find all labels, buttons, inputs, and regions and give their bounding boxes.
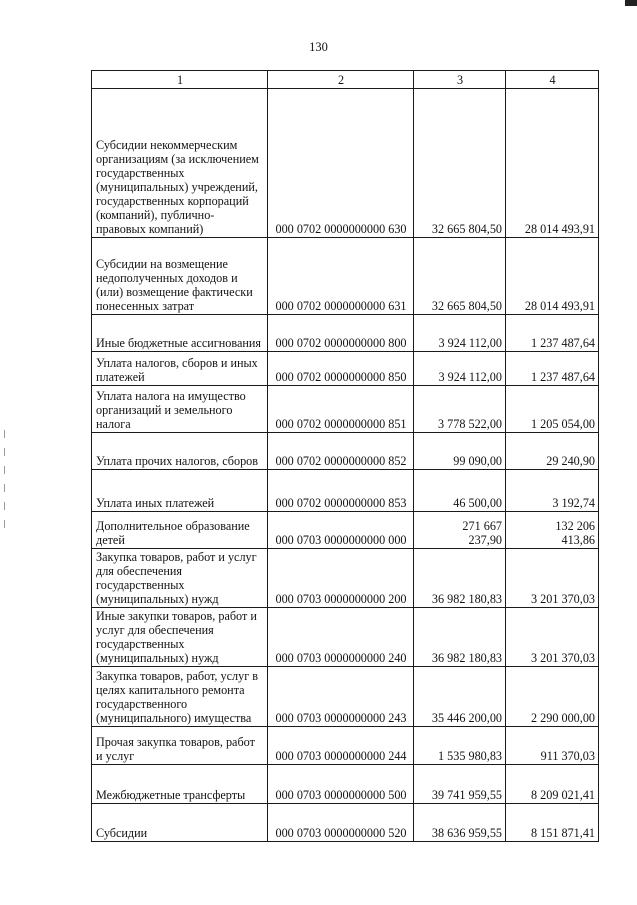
table-row — [92, 238, 599, 315]
table-row — [92, 315, 599, 352]
row-value-col4: 3 201 370,03 — [506, 549, 599, 608]
row-value-col3: 36 982 180,83 — [414, 549, 506, 608]
row-value-col3: 99 090,00 — [414, 433, 506, 470]
row-code: 000 0702 0000000000 631 — [268, 238, 414, 315]
row-value-col4: 3 192,74 — [506, 470, 599, 512]
row-code: 000 0702 0000000000 630 — [268, 89, 414, 238]
row-value-col3: 3 778 522,00 — [414, 386, 506, 433]
row-code: 000 0703 0000000000 500 — [268, 765, 414, 804]
row-code: 000 0703 0000000000 520 — [268, 804, 414, 842]
row-name: Уплата иных платежей — [92, 470, 268, 512]
row-code: 000 0702 0000000000 850 — [268, 352, 414, 386]
table-row — [92, 727, 599, 765]
page-number: 130 — [309, 40, 328, 54]
table-row — [92, 608, 599, 667]
table-row — [92, 804, 599, 842]
table-row — [92, 470, 599, 512]
row-value-col3: 271 667 237,90 — [414, 512, 506, 549]
row-value-col4: 28 014 493,91 — [506, 238, 599, 315]
row-name: Субсидии на возмещение недополученных доходов и (или) возмещение фактически понесенных затрат — [92, 238, 268, 315]
table-row — [92, 765, 599, 804]
row-value-col4: 1 237 487,64 — [506, 352, 599, 386]
row-name: Уплата налога на имущество организаций и земельного налога — [92, 386, 268, 433]
row-value-col4: 3 201 370,03 — [506, 608, 599, 667]
table-row — [92, 512, 599, 549]
row-name: Иные бюджетные ассигнования — [92, 315, 268, 352]
row-code: 000 0703 0000000000 243 — [268, 667, 414, 727]
row-value-col3: 1 535 980,83 — [414, 727, 506, 765]
row-code: 000 0702 0000000000 851 — [268, 386, 414, 433]
column-header: 4 — [506, 71, 599, 89]
table-row — [92, 549, 599, 608]
table-row — [92, 386, 599, 433]
row-value-col3: 32 665 804,50 — [414, 89, 506, 238]
column-header: 1 — [92, 71, 268, 89]
row-value-col3: 3 924 112,00 — [414, 315, 506, 352]
column-header: 3 — [414, 71, 506, 89]
row-value-col4: 8 209 021,41 — [506, 765, 599, 804]
row-value-col4: 2 290 000,00 — [506, 667, 599, 727]
table-header-row — [92, 71, 599, 89]
row-name: Субсидии некоммерческим организациям (за исключением государственных (муниципальных) учреждений, государственных корпораций (компаний), публично-правовых компаний) — [92, 89, 268, 238]
row-name: Прочая закупка товаров, работ и услуг — [92, 727, 268, 765]
table-row — [92, 352, 599, 386]
row-name: Межбюджетные трансферты — [92, 765, 268, 804]
row-value-col3: 32 665 804,50 — [414, 238, 506, 315]
row-value-col3: 35 446 200,00 — [414, 667, 506, 727]
row-value-col4: 1 205 054,00 — [506, 386, 599, 433]
row-value-col4: 8 151 871,41 — [506, 804, 599, 842]
row-value-col3: 36 982 180,83 — [414, 608, 506, 667]
row-name: Уплата налогов, сборов и иных платежей — [92, 352, 268, 386]
row-code: 000 0702 0000000000 853 — [268, 470, 414, 512]
row-code: 000 0702 0000000000 800 — [268, 315, 414, 352]
column-header: 2 — [268, 71, 414, 89]
row-name: Уплата прочих налогов, сборов — [92, 433, 268, 470]
scan-corner-mark — [625, 0, 637, 6]
row-value-col3: 39 741 959,55 — [414, 765, 506, 804]
row-value-col3: 46 500,00 — [414, 470, 506, 512]
row-code: 000 0703 0000000000 200 — [268, 549, 414, 608]
row-name: Дополнительное образование детей — [92, 512, 268, 549]
row-code: 000 0703 0000000000 000 — [268, 512, 414, 549]
scan-margin-marks — [4, 420, 7, 600]
row-name: Закупка товаров, работ, услуг в целях капитального ремонта государственного (муниципального) имущества — [92, 667, 268, 727]
row-code: 000 0703 0000000000 240 — [268, 608, 414, 667]
row-value-col4: 28 014 493,91 — [506, 89, 599, 238]
row-code: 000 0703 0000000000 244 — [268, 727, 414, 765]
row-value-col4: 1 237 487,64 — [506, 315, 599, 352]
row-name: Иные закупки товаров, работ и услуг для обеспечения государственных (муниципальных) нужд — [92, 608, 268, 667]
table-row — [92, 667, 599, 727]
table-row — [92, 433, 599, 470]
row-name: Закупка товаров, работ и услуг для обеспечения государственных (муниципальных) нужд — [92, 549, 268, 608]
table-row — [92, 89, 599, 238]
budget-table — [91, 70, 599, 842]
row-value-col4: 29 240,90 — [506, 433, 599, 470]
row-name: Субсидии — [92, 804, 268, 842]
row-code: 000 0702 0000000000 852 — [268, 433, 414, 470]
row-value-col4: 911 370,03 — [506, 727, 599, 765]
row-value-col3: 38 636 959,55 — [414, 804, 506, 842]
row-value-col3: 3 924 112,00 — [414, 352, 506, 386]
row-value-col4: 132 206 413,86 — [506, 512, 599, 549]
